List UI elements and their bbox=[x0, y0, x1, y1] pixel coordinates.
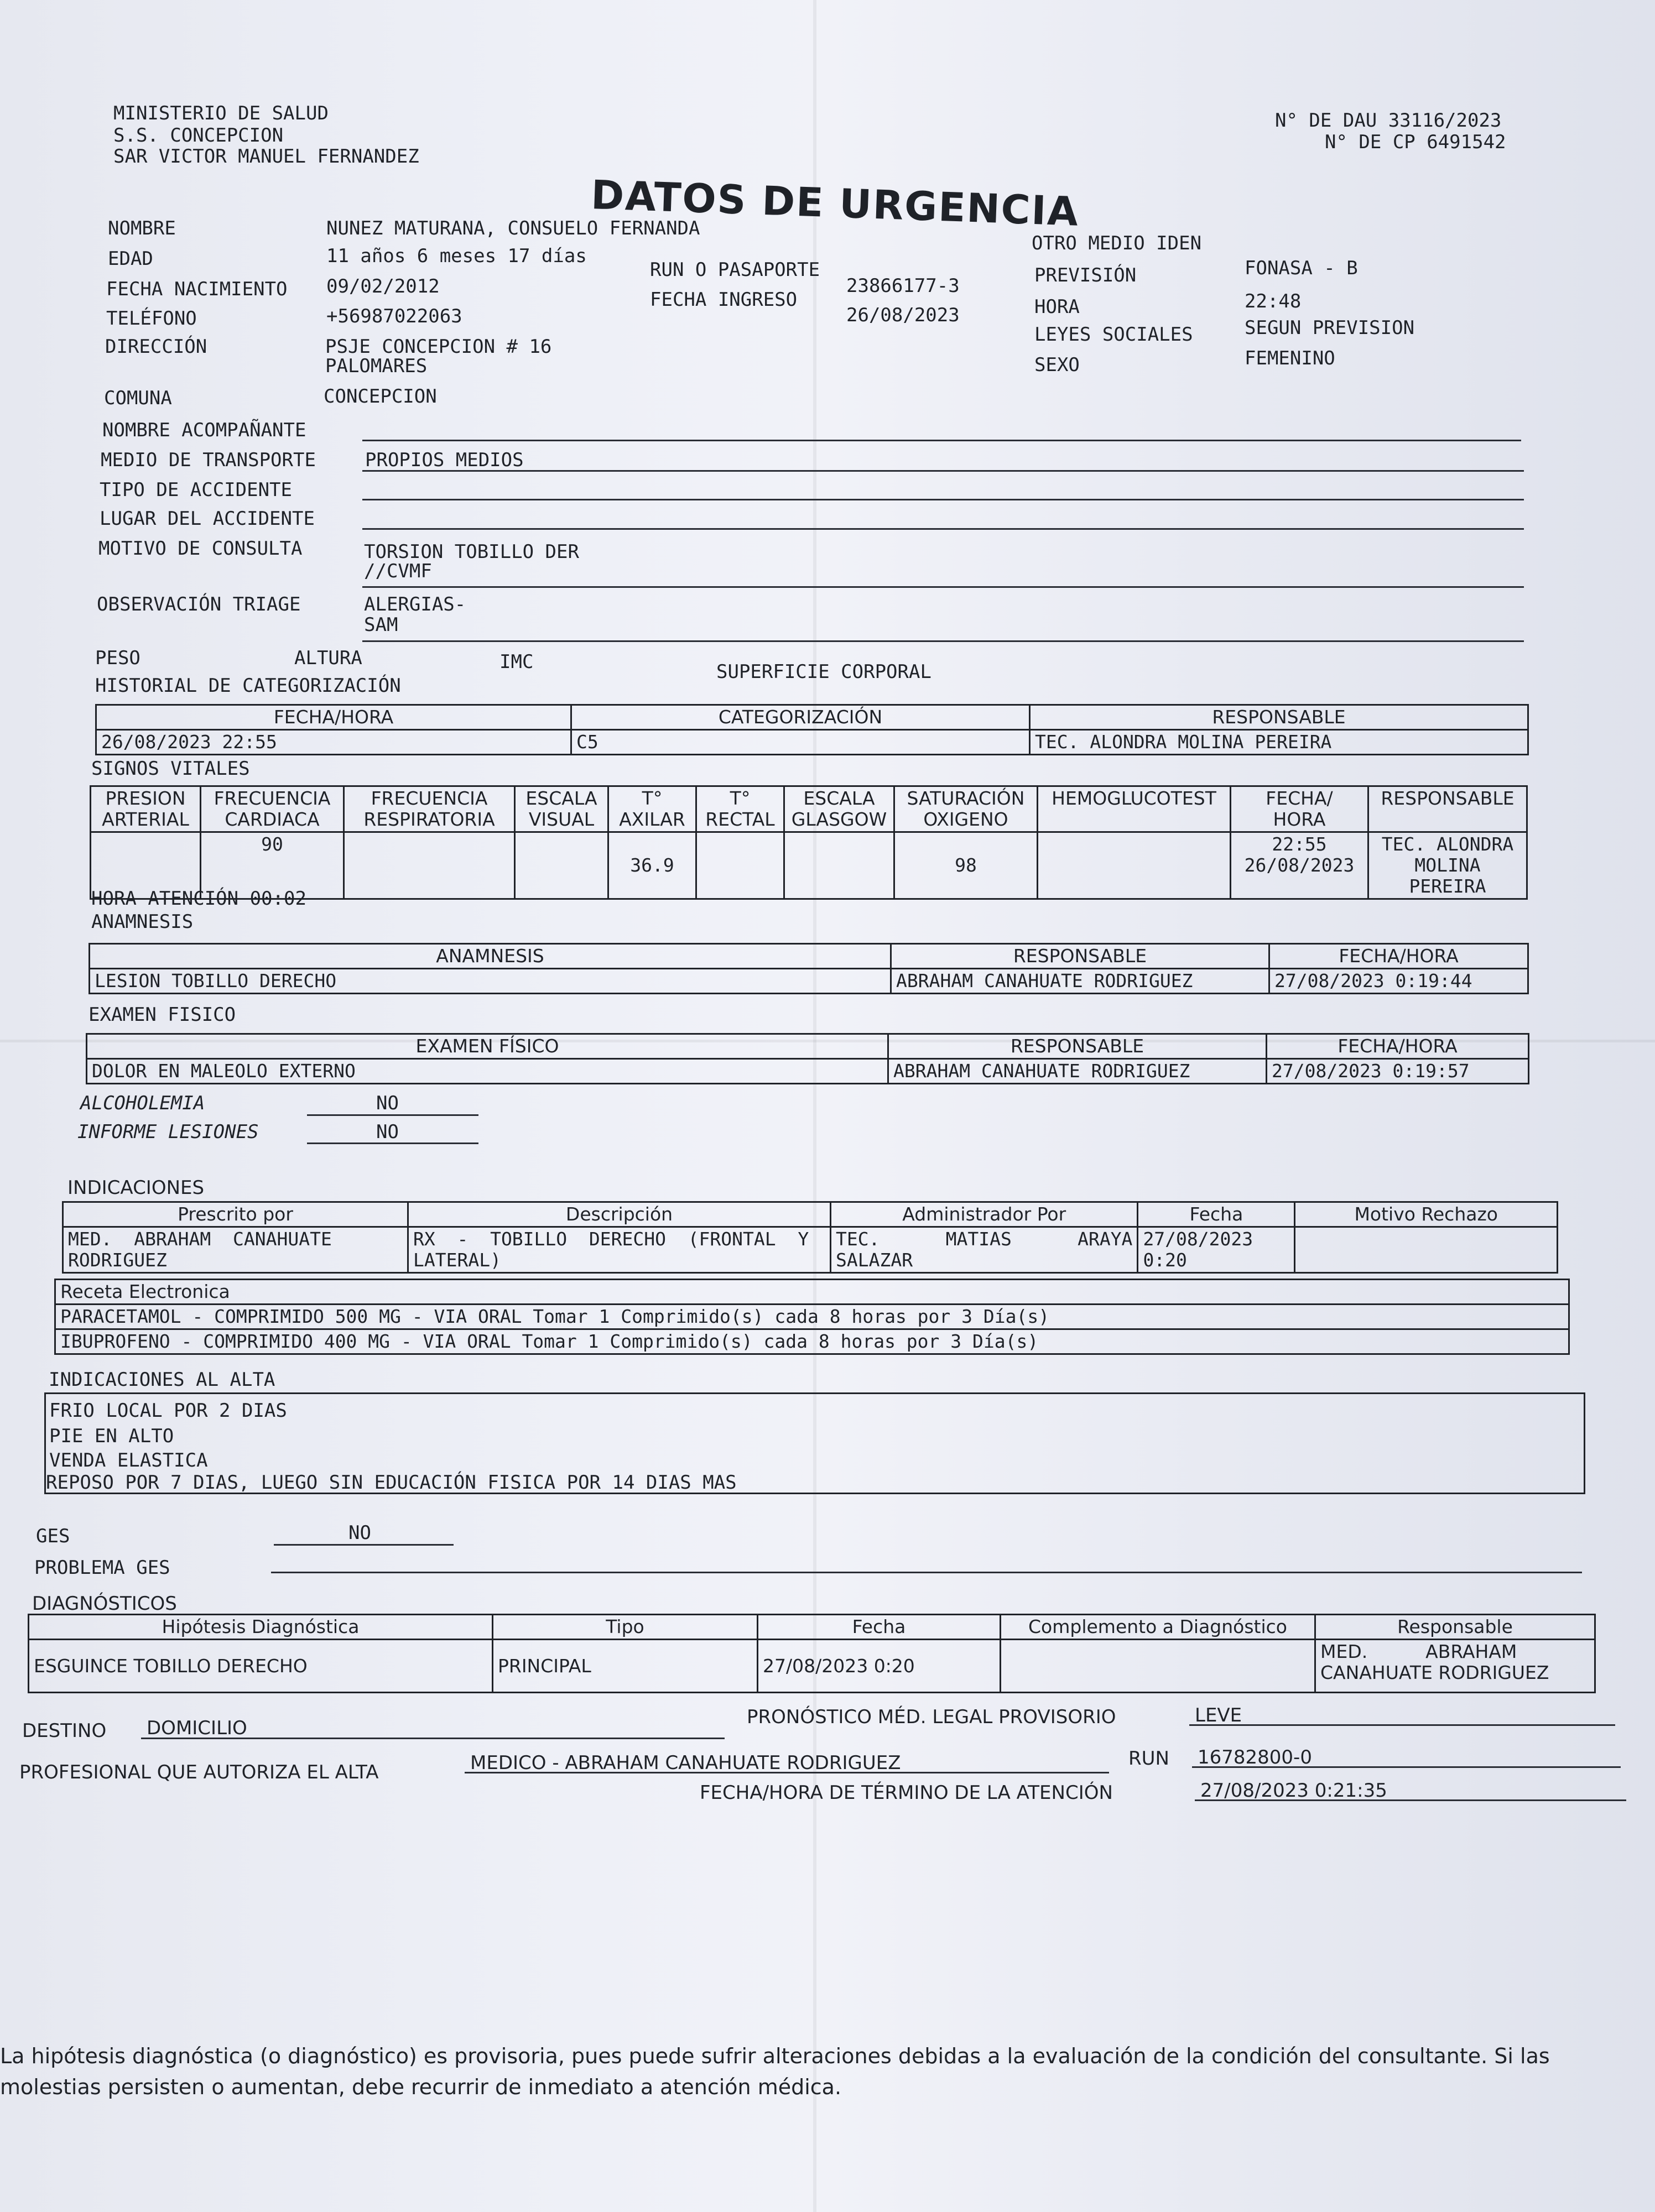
diagnosticos-section: DIAGNÓSTICOS bbox=[32, 1593, 177, 1615]
destino-label: DESTINO bbox=[22, 1720, 107, 1742]
ex-texto: DOLOR EN MALEOLO EXTERNO bbox=[87, 1059, 888, 1084]
motivo-line-1: TORSION TOBILLO DER bbox=[364, 541, 579, 563]
ges-value: NO bbox=[348, 1522, 371, 1544]
cat-header-fecha: FECHA/HORA bbox=[96, 705, 571, 730]
prevision-label: PREVISIÓN bbox=[1034, 264, 1137, 286]
termino-label: FECHA/HORA DE TÉRMINO DE LA ATENCIÓN bbox=[700, 1782, 1113, 1804]
sv-hora: 22:55 bbox=[1272, 833, 1327, 855]
anamnesis-table bbox=[89, 943, 1529, 994]
run-value: 23866177-3 bbox=[846, 275, 960, 297]
cat-responsable: TEC. ALONDRA MOLINA PEREIRA bbox=[1030, 730, 1528, 755]
indicaciones-section: INDICACIONES bbox=[67, 1177, 205, 1199]
dx-responsable-1: MED. ABRAHAM bbox=[1320, 1641, 1517, 1662]
profesional-value: MEDICO - ABRAHAM CANAHUATE RODRIGUEZ bbox=[470, 1752, 901, 1774]
dx-header-complemento: Complemento a Diagnóstico bbox=[1001, 1615, 1315, 1640]
run-medico-label: RUN bbox=[1128, 1747, 1169, 1770]
alta-line-4: REPOSO POR 7 DIAS, LUEGO SIN EDUCACIÓN FISICA POR 14 DIAS MAS bbox=[46, 1472, 737, 1494]
termino-value: 27/08/2023 0:21:35 bbox=[1200, 1780, 1387, 1802]
receta-item-2: IBUPROFENO - COMPRIMIDO 400 MG - VIA ORAL Tomar 1 Comprimido(s) cada 8 horas por 3 Día(s) bbox=[55, 1329, 1569, 1354]
alta-line-3: VENDA ELASTICA bbox=[49, 1449, 208, 1472]
dx-header-responsable: Responsable bbox=[1315, 1615, 1595, 1640]
dx-header-hipotesis: Hipótesis Diagnóstica bbox=[29, 1615, 493, 1640]
sv-h-escala: ESCALA bbox=[525, 787, 597, 809]
termino-line bbox=[1195, 1799, 1626, 1801]
ind-administrador-2: SALAZAR bbox=[836, 1249, 913, 1271]
ind-fecha-2: 0:20 bbox=[1143, 1249, 1187, 1271]
lesiones-line bbox=[307, 1142, 478, 1144]
sv-fecha: 26/08/2023 bbox=[1244, 854, 1355, 876]
profesional-line bbox=[465, 1772, 1109, 1773]
altura-label: ALTURA bbox=[294, 647, 362, 669]
servicio: S.S. CONCEPCION bbox=[113, 124, 284, 147]
sexo-label: SEXO bbox=[1034, 354, 1080, 376]
ex-header-examen: EXAMEN FÍSICO bbox=[87, 1034, 888, 1059]
transporte-line bbox=[362, 470, 1524, 472]
nombre-value: NUNEZ MATURANA, CONSUELO FERNANDA bbox=[326, 217, 700, 239]
transporte-value: PROPIOS MEDIOS bbox=[365, 449, 524, 471]
ex-responsable: ABRAHAM CANAHUATE RODRIGUEZ bbox=[888, 1059, 1267, 1084]
establecimiento: SAR VICTOR MANUEL FERNANDEZ bbox=[113, 145, 419, 168]
transporte-label: MEDIO DE TRANSPORTE bbox=[101, 449, 316, 471]
examen-table bbox=[86, 1033, 1529, 1084]
acompanante-label: NOMBRE ACOMPAÑANTE bbox=[102, 419, 306, 441]
receta-item-1: PARACETAMOL - COMPRIMIDO 500 MG - VIA ORAL Tomar 1 Comprimido(s) cada 8 horas por 3 Día(s) bbox=[55, 1305, 1569, 1329]
sv-frecuencia-cardiaca: 90 bbox=[201, 832, 344, 899]
sv-h-fecha: FECHA/ bbox=[1266, 787, 1333, 809]
an-header-anamnesis: ANAMNESIS bbox=[90, 944, 891, 969]
profesional-label: PROFESIONAL QUE AUTORIZA EL ALTA bbox=[19, 1761, 379, 1783]
ministerio: MINISTERIO DE SALUD bbox=[113, 102, 329, 124]
document-title: DATOS DE URGENCIA bbox=[590, 171, 1080, 235]
edad-value: 11 años 6 meses 17 días bbox=[326, 245, 587, 267]
sv-h-frecuencia: FRECUENCIA bbox=[214, 787, 331, 809]
alta-section: INDICACIONES AL ALTA bbox=[49, 1369, 275, 1391]
ind-descripcion-2: LATERAL) bbox=[413, 1249, 501, 1271]
run-medico-line bbox=[1192, 1766, 1621, 1768]
alcoholemia-label: ALCOHOLEMIA bbox=[80, 1092, 205, 1114]
motivo-label: MOTIVO DE CONSULTA bbox=[98, 538, 303, 560]
sv-h-oxigeno: OXIGENO bbox=[923, 808, 1008, 830]
tipo-accidente-line bbox=[362, 499, 1524, 500]
sv-h-glasgow: GLASGOW bbox=[791, 808, 887, 830]
superficie-label: SUPERFICIE CORPORAL bbox=[716, 661, 931, 683]
sv-h-hemoglucotest: HEMOGLUCOTEST bbox=[1038, 786, 1231, 832]
direccion-line-1: PSJE CONCEPCION # 16 bbox=[325, 336, 552, 358]
run-label: RUN O PASAPORTE bbox=[650, 259, 820, 281]
hora-atencion: HORA ATENCIÓN 00:02 bbox=[91, 888, 306, 910]
sv-h-saturacion: SATURACIÓN bbox=[907, 787, 1025, 809]
receta-header: Receta Electronica bbox=[55, 1280, 1569, 1305]
lesiones-label: INFORME LESIONES bbox=[77, 1121, 259, 1143]
telefono-label: TELÉFONO bbox=[106, 307, 197, 330]
categorizacion-table bbox=[95, 704, 1529, 755]
signos-table bbox=[90, 785, 1528, 900]
sv-saturacion: 98 bbox=[894, 832, 1038, 899]
sv-h-presion: PRESION bbox=[105, 787, 186, 809]
hora-label: HORA bbox=[1034, 296, 1080, 318]
ingreso-value: 26/08/2023 bbox=[846, 304, 960, 326]
motivo-line bbox=[362, 586, 1524, 588]
ind-header-motivo: Motivo Rechazo bbox=[1295, 1202, 1558, 1227]
ges-line bbox=[274, 1544, 454, 1546]
leyes-value: SEGUN PREVISION bbox=[1245, 317, 1415, 339]
ex-fecha: 27/08/2023 0:19:57 bbox=[1267, 1059, 1529, 1084]
ind-header-fecha: Fecha bbox=[1138, 1202, 1295, 1227]
prevision-value: FONASA - B bbox=[1245, 257, 1358, 279]
ind-fecha-1: 27/08/2023 bbox=[1143, 1228, 1253, 1250]
alta-box bbox=[44, 1392, 1585, 1494]
sexo-value: FEMENINO bbox=[1245, 347, 1335, 369]
pronostico-label: PRONÓSTICO MÉD. LEGAL PROVISORIO bbox=[747, 1706, 1116, 1728]
examen-section: EXAMEN FISICO bbox=[89, 1004, 236, 1026]
an-header-fecha: FECHA/HORA bbox=[1269, 944, 1528, 969]
alcoholemia-value: NO bbox=[376, 1092, 399, 1114]
lugar-accidente-line bbox=[362, 528, 1524, 530]
ind-header-administrador: Administrador Por bbox=[831, 1202, 1138, 1227]
dx-hipotesis: ESGUINCE TOBILLO DERECHO bbox=[29, 1640, 493, 1693]
cat-header-categorizacion: CATEGORIZACIÓN bbox=[571, 705, 1030, 730]
tipo-accidente-label: TIPO DE ACCIDENTE bbox=[100, 479, 292, 501]
sv-h-hora: HORA bbox=[1273, 808, 1326, 830]
triage-line-1: ALERGIAS- bbox=[364, 593, 466, 615]
sv-temperatura-axilar: 36.9 bbox=[608, 832, 696, 899]
telefono-value: +56987022063 bbox=[326, 305, 462, 327]
sv-h-t-r: T° bbox=[730, 787, 751, 809]
alta-line-1: FRIO LOCAL POR 2 DIAS bbox=[49, 1400, 287, 1422]
an-fecha: 27/08/2023 0:19:44 bbox=[1269, 969, 1528, 994]
ex-header-fecha: FECHA/HORA bbox=[1267, 1034, 1529, 1059]
sv-h-respiratoria: RESPIRATORIA bbox=[363, 808, 495, 830]
indicaciones-table bbox=[62, 1201, 1558, 1274]
ind-administrador-1: TEC. MATIAS ARAYA bbox=[836, 1228, 1133, 1250]
sv-h-escala-g: ESCALA bbox=[803, 787, 875, 809]
pronostico-line bbox=[1189, 1724, 1615, 1726]
edad-label: EDAD bbox=[108, 248, 153, 270]
an-texto: LESION TOBILLO DERECHO bbox=[90, 969, 891, 994]
peso-label: PESO bbox=[95, 647, 140, 669]
cat-fecha: 26/08/2023 22:55 bbox=[96, 730, 571, 755]
sv-h-rectal: RECTAL bbox=[705, 808, 775, 830]
paper-fold-vertical bbox=[813, 0, 816, 2212]
hora-value: 22:48 bbox=[1245, 290, 1302, 312]
sv-responsable-2: MOLINA PEREIRA bbox=[1409, 854, 1486, 897]
dx-header-tipo: Tipo bbox=[493, 1615, 758, 1640]
sv-h-cardiaca: CARDIACA bbox=[225, 808, 320, 830]
leyes-label: LEYES SOCIALES bbox=[1034, 324, 1193, 346]
triage-line bbox=[362, 640, 1524, 642]
sv-responsable-1: TEC. ALONDRA bbox=[1381, 833, 1514, 855]
nombre-label: NOMBRE bbox=[108, 217, 176, 239]
alcoholemia-line bbox=[307, 1114, 478, 1116]
categorizacion-section: HISTORIAL DE CATEGORIZACIÓN bbox=[95, 675, 401, 697]
dx-responsable-2: CANAHUATE RODRIGUEZ bbox=[1320, 1662, 1549, 1683]
comuna-label: COMUNA bbox=[104, 387, 172, 409]
direccion-line-2: PALOMARES bbox=[325, 355, 428, 377]
dx-header-fecha: Fecha bbox=[758, 1615, 1001, 1640]
sv-h-axilar: AXILAR bbox=[619, 808, 685, 830]
sv-h-arterial: ARTERIAL bbox=[102, 808, 189, 830]
ind-prescrito-1: MED. ABRAHAM CANAHUATE bbox=[68, 1228, 332, 1250]
cp-number: N° DE CP 6491542 bbox=[1325, 131, 1506, 153]
sv-h-frecuencia-r: FRECUENCIA bbox=[371, 787, 488, 809]
problema-ges-label: PROBLEMA GES bbox=[34, 1557, 170, 1579]
ind-prescrito-2: RODRIGUEZ bbox=[68, 1249, 167, 1271]
destino-line bbox=[141, 1738, 725, 1739]
dx-fecha: 27/08/2023 0:20 bbox=[758, 1640, 1001, 1693]
lugar-accidente-label: LUGAR DEL ACCIDENTE bbox=[100, 508, 315, 530]
acompanante-line bbox=[362, 440, 1521, 441]
imc-label: IMC bbox=[499, 651, 534, 673]
ges-label: GES bbox=[36, 1525, 70, 1547]
comuna-value: CONCEPCION bbox=[324, 385, 437, 408]
lesiones-value: NO bbox=[376, 1121, 399, 1143]
ind-header-prescrito: Prescrito por bbox=[63, 1202, 408, 1227]
otro-medio-label: OTRO MEDIO IDEN bbox=[1032, 232, 1202, 254]
an-header-responsable: RESPONSABLE bbox=[891, 944, 1269, 969]
destino-value: DOMICILIO bbox=[147, 1717, 247, 1739]
footer-disclaimer: La hipótesis diagnóstica (o diagnóstico) es provisoria, pues puede sufrir alteraciones debidas a la evaluación de la condición del consultante. Si las molestias persisten o aumentan, debe recurrir de inmediato a atención médica. bbox=[0, 2044, 1550, 2099]
diagnosticos-table bbox=[28, 1614, 1596, 1693]
cat-header-responsable: RESPONSABLE bbox=[1030, 705, 1528, 730]
triage-line-2: SAM bbox=[364, 614, 398, 636]
direccion-label: DIRECCIÓN bbox=[105, 336, 207, 358]
pronostico-value: LEVE bbox=[1195, 1704, 1242, 1726]
sv-h-responsable: RESPONSABLE bbox=[1368, 786, 1527, 832]
triage-label: OBSERVACIÓN TRIAGE bbox=[97, 593, 301, 615]
an-responsable: ABRAHAM CANAHUATE RODRIGUEZ bbox=[891, 969, 1269, 994]
run-medico-value: 16782800-0 bbox=[1198, 1746, 1312, 1768]
dx-tipo: PRINCIPAL bbox=[493, 1640, 758, 1693]
receta-table bbox=[54, 1279, 1570, 1355]
problema-ges-line bbox=[271, 1572, 1582, 1573]
nacimiento-label: FECHA NACIMIENTO bbox=[106, 278, 288, 300]
anamnesis-section: ANAMNESIS bbox=[91, 911, 194, 933]
nacimiento-value: 09/02/2012 bbox=[326, 275, 440, 298]
alta-line-2: PIE EN ALTO bbox=[49, 1425, 174, 1447]
dau-number: N° DE DAU 33116/2023 bbox=[1275, 109, 1502, 132]
ingreso-label: FECHA INGRESO bbox=[650, 289, 798, 311]
sv-h-visual: VISUAL bbox=[528, 808, 595, 830]
signos-section: SIGNOS VITALES bbox=[91, 758, 250, 780]
ind-descripcion-1: RX - TOBILLO DERECHO (FRONTAL Y bbox=[413, 1228, 809, 1250]
sv-h-t: T° bbox=[642, 787, 663, 809]
cat-valor: C5 bbox=[571, 730, 1030, 755]
ind-header-descripcion: Descripción bbox=[408, 1202, 831, 1227]
motivo-line-2: //CVMF bbox=[364, 560, 432, 582]
ex-header-responsable: RESPONSABLE bbox=[888, 1034, 1267, 1059]
